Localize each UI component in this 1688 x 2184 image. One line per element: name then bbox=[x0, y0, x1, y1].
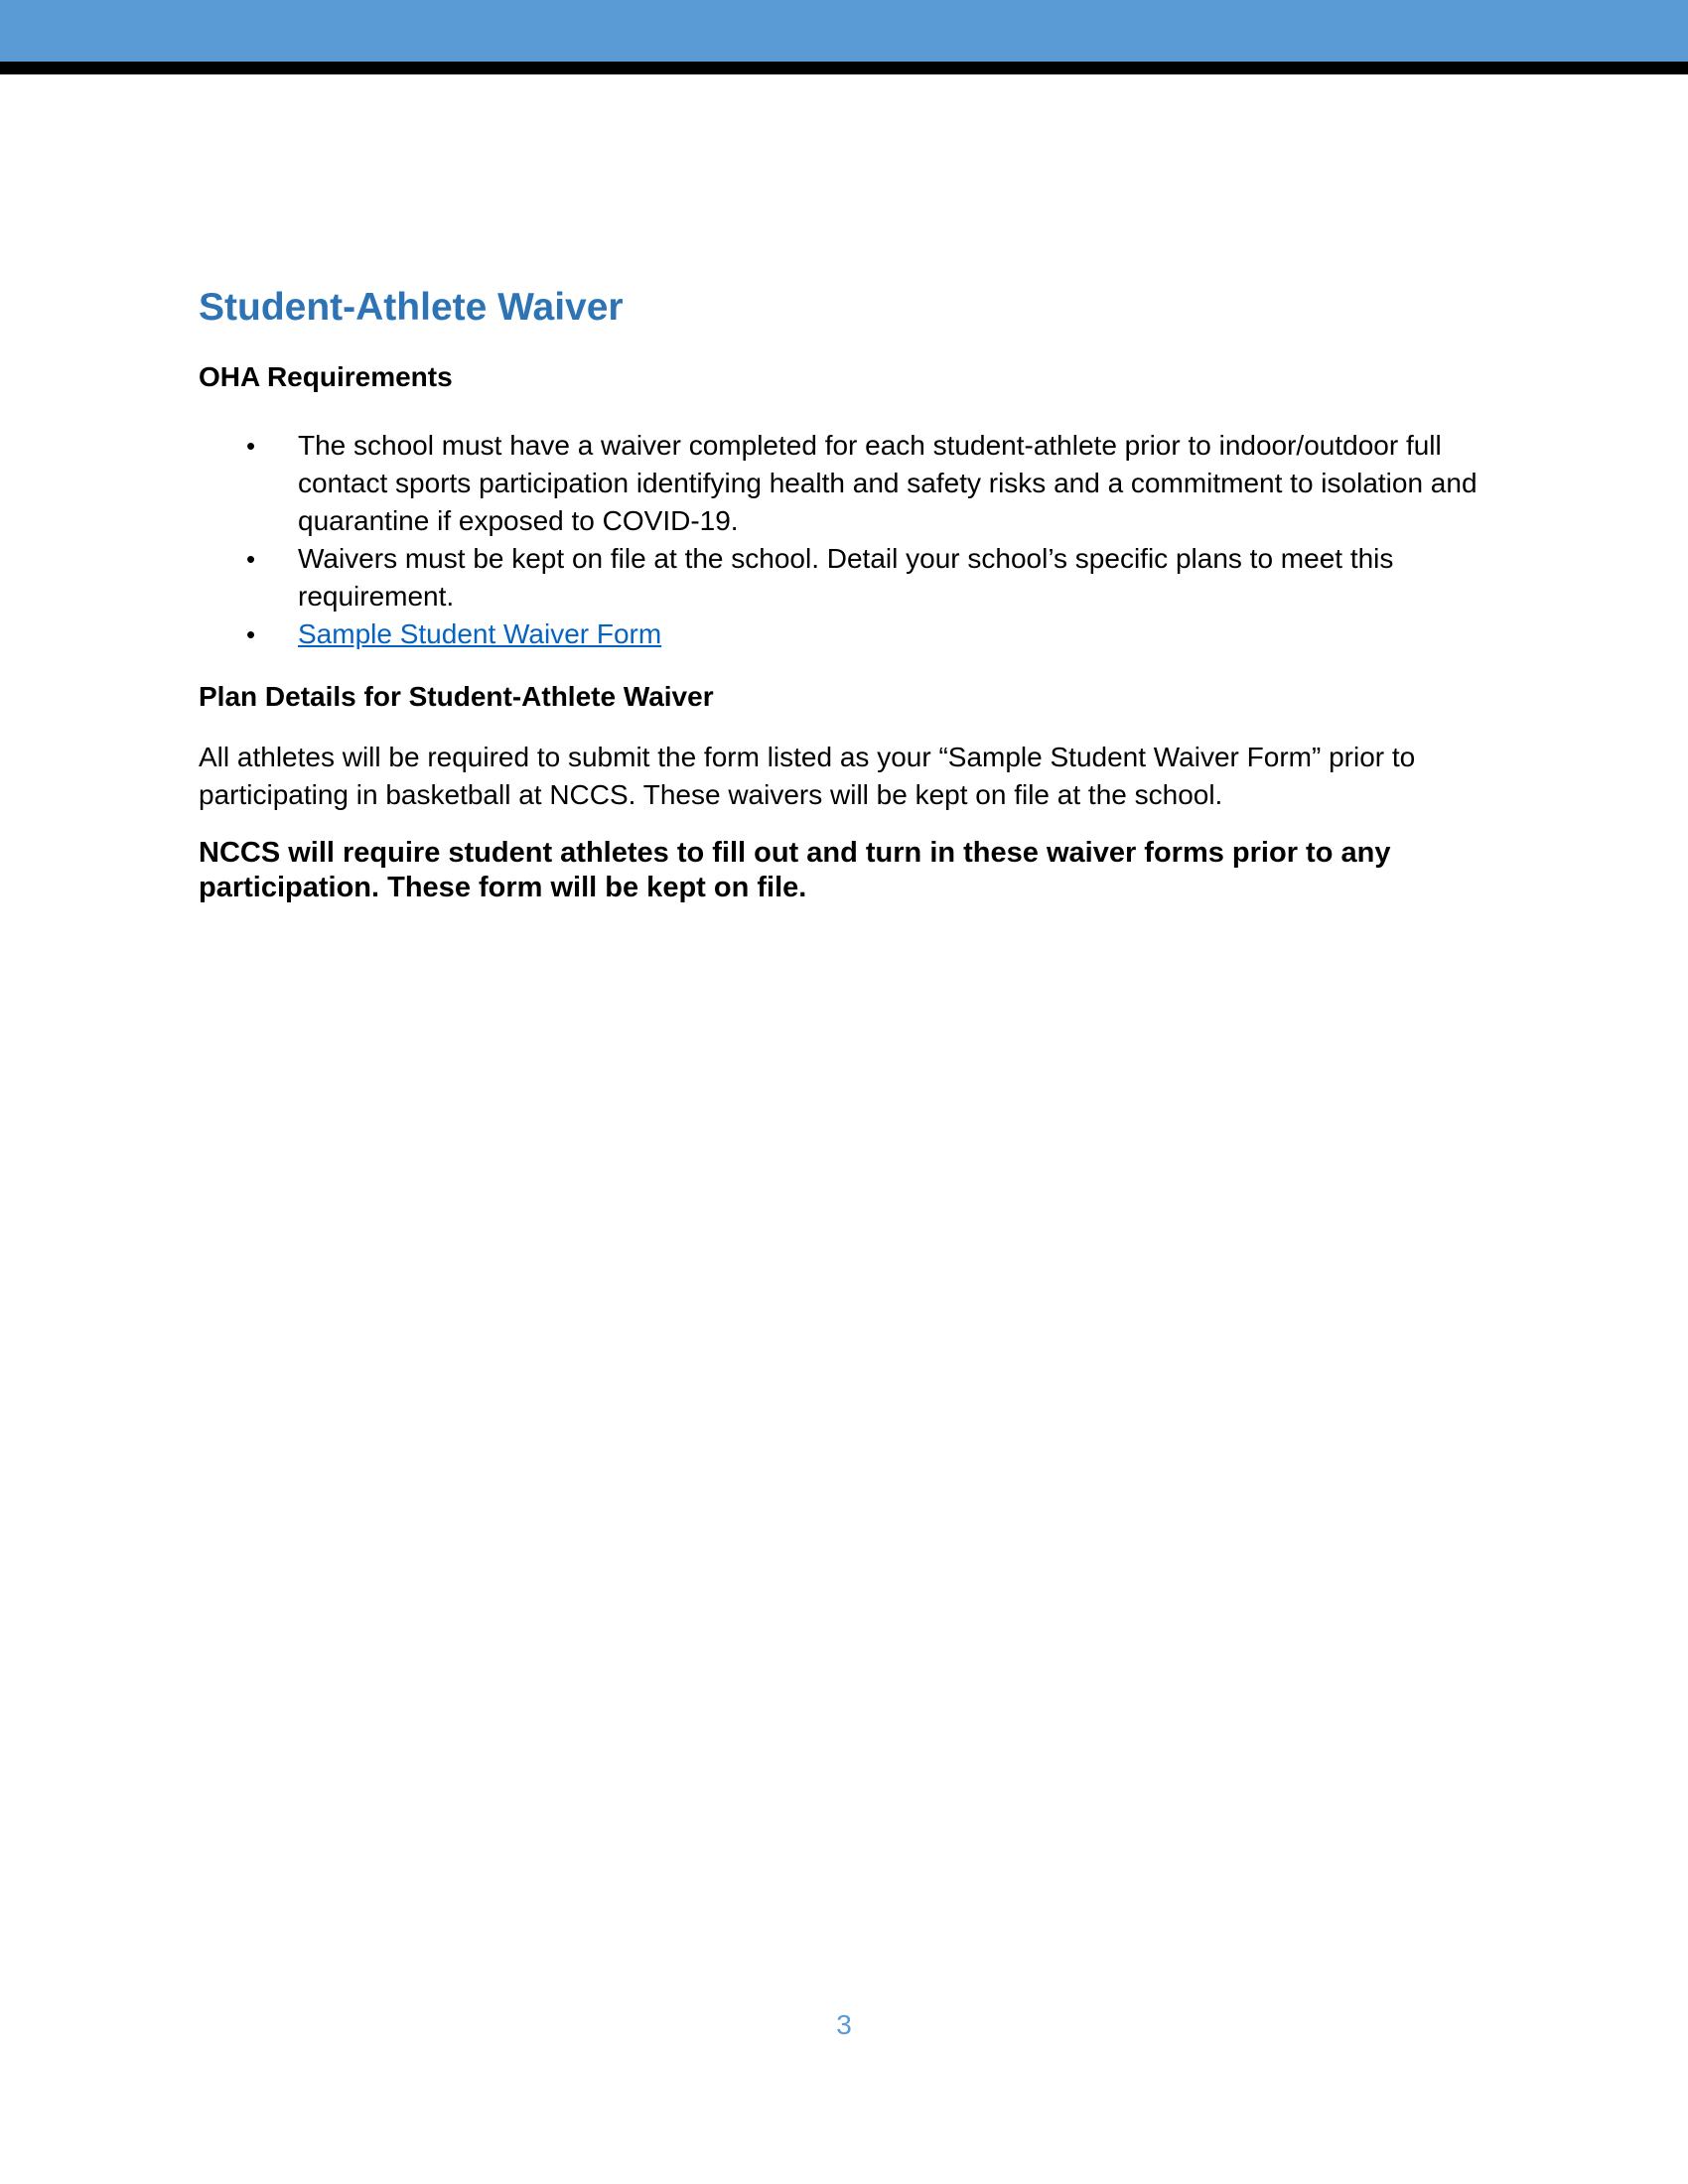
list-item bbox=[199, 615, 1489, 653]
requirement-text: Waivers must be kept on file at the school. Detail your school’s specific plans to meet this requirement. bbox=[298, 543, 1394, 612]
section-title: Student-Athlete Waiver bbox=[199, 286, 624, 329]
list-item bbox=[199, 427, 1489, 540]
requirement-text: The school must have a waiver completed for each student-athlete prior to indoor/outdoor full contact sports participation identifying health and safety risks and a commitment to isolation and quarantine if exposed to COVID-19. bbox=[298, 430, 1477, 536]
list-item bbox=[199, 540, 1489, 615]
bullet-icon: • bbox=[246, 431, 256, 461]
requirements-list bbox=[199, 427, 1489, 653]
bullet-icon: • bbox=[246, 619, 256, 649]
plan-heading: Plan Details for Student-Athlete Waiver bbox=[199, 681, 714, 712]
sample-waiver-form-link[interactable]: Sample Student Waiver Form bbox=[298, 618, 662, 649]
page-number: 3 bbox=[836, 2009, 852, 2040]
header-band bbox=[0, 0, 1688, 62]
page-content bbox=[199, 280, 1489, 905]
header-rule bbox=[0, 62, 1688, 74]
requirements-heading: OHA Requirements bbox=[199, 361, 453, 392]
bullet-icon: • bbox=[246, 544, 256, 574]
plan-body: All athletes will be required to submit the form listed as your “Sample Student Waiver Form” prior to participating in basketball at NCCS. These waivers will be kept on file at the school. bbox=[199, 742, 1416, 810]
plan-statement: NCCS will require student athletes to fill out and turn in these waiver forms prior to any participation. These form will be kept on file. bbox=[199, 837, 1391, 903]
